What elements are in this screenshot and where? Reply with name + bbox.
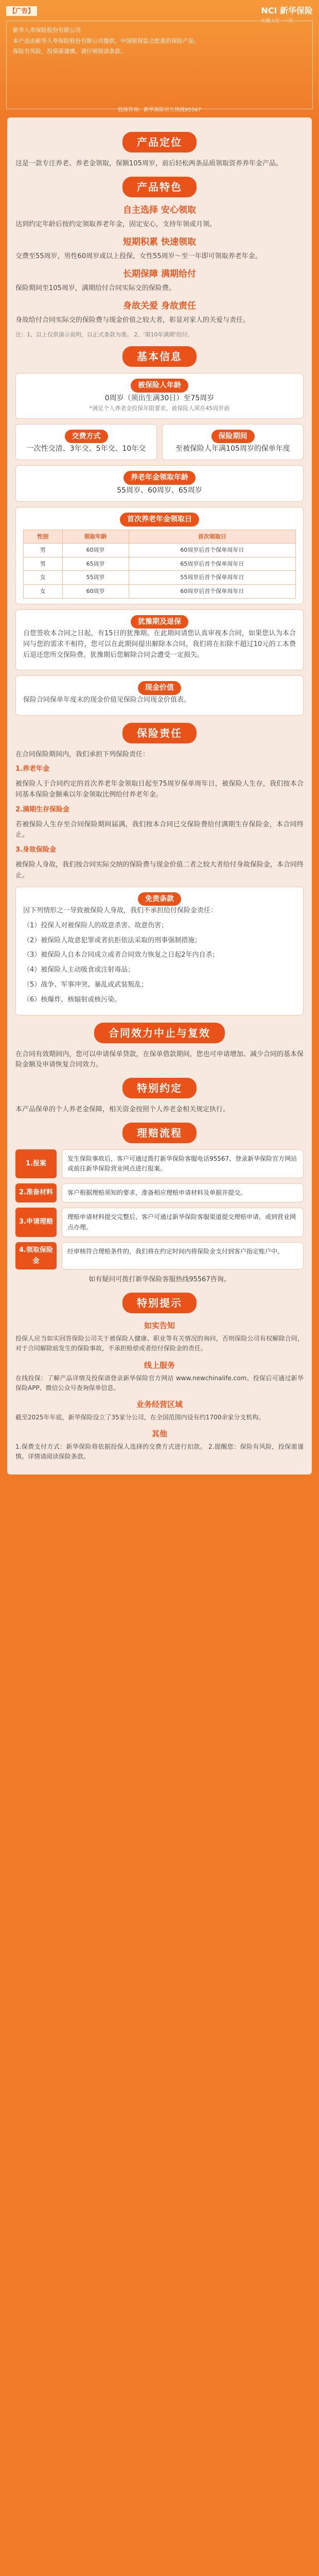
cash-text: 保险合同保单年度末的现金价值见保险合同现金价值表。 [23, 696, 191, 704]
table-row [24, 585, 296, 599]
claim-step-text: 经审核符合理赔条件的，我们将在约定时间内将保险金支付到客户指定账户中。 [62, 1242, 304, 1270]
table-cell: 65周岁后首个保单周年日 [129, 557, 295, 571]
exclusion-item: （2）被保险人故意犯罪或者抗拒依法采取的刑事强制措施； [23, 936, 202, 944]
feature-text: 达到约定年龄后按约定领取养老年金，固定安心，支持年领或月领。 [15, 220, 217, 228]
positioning-text: 这是一款专注养老、养老金领取，保额105周岁，前后轻松两条品质领取资养养年金产品。 [15, 160, 282, 167]
special-section [15, 1078, 304, 1115]
section-title: 理赔流程 [122, 1123, 197, 1143]
exclusion-item: （3）被保险人自本合同成立或者合同效力恢复之日起2年内自杀； [23, 951, 219, 959]
content-panel [7, 117, 312, 1475]
feature-text: 交费至55周岁，男性60周岁或以上投保，女性55周岁～至一年即可领取养老年金。 [15, 252, 262, 260]
cash-value-card [15, 675, 304, 715]
table-header-row [24, 530, 296, 544]
claim-step-label: 4.领取保险金 [15, 1242, 57, 1270]
hesitation-title: 犹豫期及退保 [131, 615, 188, 629]
brand-name: NCI 新华保险 [261, 6, 313, 15]
table-cell: 55周岁后首个保单周年日 [129, 571, 295, 585]
age-card [15, 373, 304, 418]
claim-hotline: 如有疑问可拨打新华保险客服热线95567咨询。 [88, 1276, 231, 1284]
duty-item-text: 被保险人于合同约定的首次养老年金领取日起至75周岁保单周年日，被保险人生存，我们按本合同基本保险金额乘以年金领取比例给付养老年金。 [15, 780, 304, 799]
period-card [162, 424, 304, 461]
section-title: 特别约定 [122, 1078, 197, 1098]
pay-value: 一次性交清、3年交、5年交、10年交 [26, 445, 146, 453]
claim-step [15, 1242, 304, 1270]
feature-note: 注：1、以上仅供演示说明，以正式条款为准。 2、'第10年满期'给付。 [15, 331, 193, 338]
table-cell: 65周岁 [62, 557, 129, 571]
feature-text: 保险期间至105周岁，满期给付合同实际交的保险费。 [15, 284, 175, 292]
table-cell: 60周岁 [62, 585, 129, 599]
ad-tag: 【广告】 [6, 6, 37, 16]
feature-title: 长期保障 满期给付 [123, 268, 196, 279]
section-title: 基本信息 [122, 346, 197, 367]
table-cell: 60周岁后首个保单周年日 [129, 585, 295, 599]
table-cell: 55周岁 [62, 571, 129, 585]
claim-step-label: 1.报案 [15, 1149, 57, 1178]
claim-step [15, 1149, 304, 1178]
brand-slogan: 天使人生 · 一生 [261, 18, 293, 24]
hesitation-text: 自您签收本合同之日起，有15日的犹豫期。在此期间请您认真审视本合同，如果您认为本合同与您的需求不相符，您可以在此期间提出解除本合同，我们将在扣除不超过10元的工本费后退还您所交保险费。犹豫期后您解除合同会遭受一定损失。 [23, 630, 296, 659]
tips-text: 1.保费支付方式：新华保险将依据投保人选择的交费方式进行扣款。 2.提醒您：保险有风险，投保需谨慎。详情请阅读保险条款。 [15, 1443, 304, 1461]
first-payout-card [15, 507, 304, 604]
exclusion-item: （1）投保人对被保险人的故意杀害、故意伤害； [23, 921, 168, 929]
section-title: 保险责任 [122, 723, 197, 743]
section-title: 合同效力中止与复效 [94, 1023, 225, 1043]
age-value: 0周岁（须出生满30日）至75周岁 [104, 394, 215, 402]
age-label: 被保险人年龄 [131, 379, 188, 392]
duty-item-text: 若被保险人生存至合同保险期间届满，我们按本合同已交保险费给付满期生存保险金，本合同终止。 [15, 820, 304, 839]
cash-title: 现金价值 [138, 681, 181, 694]
table-row [24, 557, 296, 571]
tips-heading: 其他 [151, 1429, 167, 1439]
table-header: 性别 [24, 530, 63, 544]
table-header: 首次领取日 [129, 530, 295, 544]
tips-heading: 如实告知 [144, 1321, 175, 1331]
tips-section [15, 1293, 304, 1462]
disclosure-line: 新华人寿保险股份有限公司 [13, 27, 81, 33]
positioning-section [15, 132, 304, 170]
hero-banner [0, 0, 319, 117]
duty-item-title: 2.满期生存保险金 [15, 805, 69, 814]
pay-card [15, 424, 157, 461]
feature-text: 身故给付合同实际交的保险费与现金价值之较大者，彰显对家人的关爱与责任。 [15, 316, 250, 324]
table-cell: 60周岁后首个保单周年日 [129, 544, 295, 557]
exclusion-item: （5）战争、军事冲突、暴乱或武装叛乱； [23, 980, 148, 989]
claim-step-label: 2.准备材料 [15, 1183, 57, 1202]
duty-item-title: 3.身故保险金 [15, 846, 56, 854]
section-title: 产品特色 [122, 177, 197, 197]
pay-label: 交费方式 [65, 430, 108, 443]
duty-section [15, 723, 304, 882]
special-text: 本产品保单的个人养老金保障，相关资金按照个人养老金相关规定执行。 [15, 1106, 230, 1114]
contract-section [15, 1023, 304, 1071]
features-section [15, 177, 304, 340]
first-payout-table [23, 530, 296, 599]
basic-info-section [15, 346, 304, 502]
disclosure-line: 保险有风险，投保需谨慎。请仔细阅读条款。 [13, 48, 126, 55]
claim-step-text: 客户根据理赔须知的要求，准备相应理赔申请材料及单据并提交。 [62, 1183, 304, 1202]
exclusion-card [15, 887, 304, 1015]
hesitation-card [15, 609, 304, 671]
claim-step-text: 发生保险事故后，客户可通过拨打新华保险客服电话95567、登录新华保险官方网站或前往新华保险营业网点进行报案。 [62, 1149, 304, 1178]
section-title: 特别提示 [122, 1293, 197, 1313]
duty-item-text: 被保险人身故，我们按合同实际交纳的保险费与现金价值二者之较大者给付身故保险金，本合同终止。 [15, 860, 304, 879]
claim-step-text: 理赔申请材料提交完整后，客户可通过新华保险客服渠道提交理赔申请，或到营业网点办理。 [62, 1208, 304, 1236]
exclusion-intro: 因下列情形之一导致被保险人身故，我们不承担给付保险金责任： [23, 906, 218, 914]
start-age-label: 养老年金领取年龄 [123, 471, 196, 484]
feature-title: 短期积累 快速领取 [123, 236, 196, 247]
section-title: 产品定位 [122, 132, 197, 152]
contract-text: 在合同有效期间内，您可以申请保单贷款，在保单借款期间，您也可申请增加、减少合同的基本保险金额及申请恢复合同效力。 [15, 1050, 304, 1069]
start-age-card [15, 465, 304, 502]
tips-heading: 线上服务 [144, 1360, 175, 1370]
disclosure-box [6, 21, 313, 109]
table-row [24, 571, 296, 585]
table-cell: 男 [24, 557, 63, 571]
table-cell: 女 [24, 571, 63, 585]
claim-step-label: 3.申请理赔 [15, 1208, 57, 1236]
exclusion-item: （4）被保险人主动吸食或注射毒品； [23, 966, 135, 974]
tips-heading: 业务经营区域 [136, 1400, 183, 1409]
duty-item-title: 1.养老年金 [15, 765, 49, 773]
disclosure-line: 本产品由新华人寿保险股份有限公司提供，中国银保监会批准的保险产品。 [13, 37, 200, 44]
table-row [24, 544, 296, 557]
feature-title: 自主选择 安心领取 [123, 205, 196, 215]
claim-section [15, 1123, 304, 1285]
tips-text: 截至2025年年底，新华保险设立了35家分公司，在全国范围内设有约1700余家分支机构。 [15, 1414, 265, 1421]
period-label: 保险期间 [211, 430, 255, 443]
tips-text: 在线投保：了解产品详情及投保请登录新华保险官方网站 www.newchinalife.com。投保后可通过新华保险APP、微信公众号查询保单信息。 [15, 1374, 304, 1392]
claim-step [15, 1183, 304, 1202]
period-value: 至被保险人年满105周岁的保单年度 [175, 445, 290, 453]
age-note: *满足个人养老金投保年限要求，被保险人须在45周岁前 [89, 405, 230, 412]
exclusion-item: （6）核爆炸、核辐射或核污染。 [23, 995, 121, 1004]
hotline-note: 投保咨询：新华保险官方热线95567 [118, 107, 201, 113]
basic-grid [15, 424, 304, 461]
table-title: 首次养老年金领取日 [120, 513, 199, 526]
table-cell: 女 [24, 585, 63, 599]
table-cell: 60周岁 [62, 544, 129, 557]
feature-title: 身故关爱 身故责任 [123, 300, 196, 311]
claim-step [15, 1208, 304, 1236]
duty-intro: 在合同保险期间内，我们承担下列保险责任： [15, 750, 150, 758]
tips-text: 投保人应当如实回答保险公司关于被保险人健康、职业等有关情况的询问，否则保险公司有权解除合同，对于合同解除前发生的保险事故，不承担赔偿或者给付保险金的责任。 [15, 1335, 304, 1352]
table-cell: 男 [24, 544, 63, 557]
exclusion-title: 免责条款 [138, 892, 181, 906]
start-age-value: 55周岁、60周岁、65周岁 [117, 486, 202, 495]
table-header: 领取年龄 [62, 530, 129, 544]
